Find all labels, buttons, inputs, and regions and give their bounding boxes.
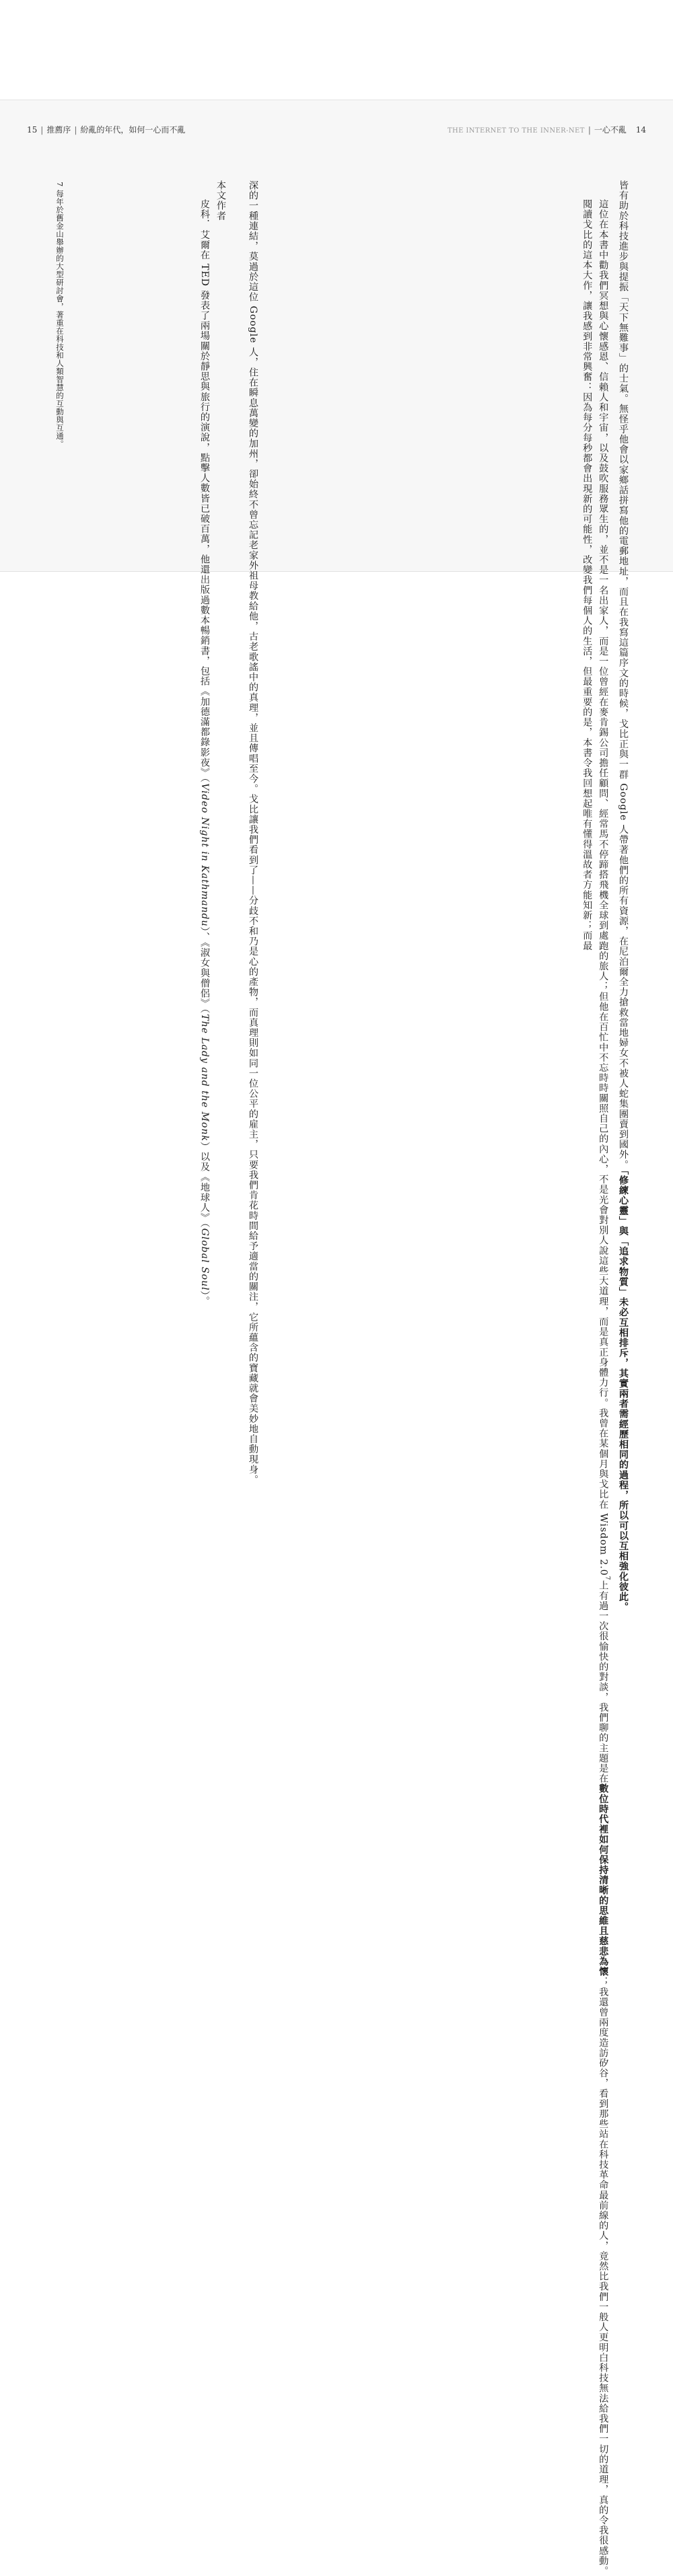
author-bio-text-c: ）以及《地球人》（	[199, 1142, 210, 1229]
left-page-number: 15	[27, 125, 38, 135]
footnote: 7 每年於舊金山舉辦的大型研討會，著重在科技和人類智慧的互動與互通。	[55, 182, 65, 448]
right-page-number: 14	[635, 125, 646, 135]
author-bio-text-d: ）。	[199, 1290, 210, 1307]
left-paragraph-1	[245, 180, 261, 1485]
right-paragraph-2-bold: 數位時代裡如何保持清晰的思維且慈悲為懷	[598, 1783, 609, 1977]
right-paragraph-3-text: 閱讀戈比的這本大作，讓我感到非常興奮：因為每分每秒都會出現新的可能性，改變我們每個人的生活，但最重要的是，本書令我回想起唯有懂得溫故者方能知新；而最	[581, 199, 593, 951]
left-chapter-title: 紛亂的年代，如何一心而不亂	[80, 125, 186, 135]
left-page-body	[197, 180, 261, 1485]
left-paragraph-1-text: 深的一種連結，莫過於這位 Google 人，住在瞬息萬變的加州，卻始終不曾忘記老家外祖母教給他，古老歌謠中的真理，並且傳唱至今。戈比讓我們看到了——分歧不和乃是心的產物，而真理則如同一位公平的雇主，只要我們肯花時間給予適當的關注，它所蘊含的寶藏就會美妙地自動現身。	[248, 180, 258, 1485]
right-book-title: 一心不亂	[594, 125, 627, 135]
right-paragraph-2-text-b: 上有過一次很愉快的對談，我們聊的主題是在	[598, 1580, 609, 1784]
right-paragraph-2	[595, 180, 615, 2576]
right-english-title: THE INTERNET TO THE INNER-NET	[447, 127, 585, 135]
right-page-body	[579, 180, 631, 2576]
footnote-marker: 7	[604, 1576, 610, 1581]
left-section-label: 推薦序	[46, 125, 71, 135]
author-bio-text-b: ）、《淑女與僧侶》（	[199, 926, 210, 1015]
author-bio-text-a: 皮科．艾爾在 TED 發表了兩場關於靜思與旅行的演說，點擊人數皆已破百萬，他還出版過數本暢銷書，包括《加德滿都錄影夜》（	[199, 199, 210, 784]
left-running-header: 15 | 推薦序 | 紛亂的年代，如何一心而不亂	[27, 125, 186, 135]
right-paragraph-2-text-c: ；我還曾兩度造訪矽谷，看到那些站在科技革命最前線的人，竟然比我們一般人更明白科技無法給我們一切的道理，真的令我很感動。	[598, 1977, 609, 2576]
author-bio	[197, 180, 213, 1485]
book-spread	[0, 100, 673, 572]
right-paragraph-1	[615, 180, 631, 2576]
right-paragraph-2-text: 這位在本書中勸我們冥想與心懷感恩、信賴人和宇宙，以及鼓吹服務眾生的，並不是一名出家人，而是一位曾經在麥肯錫公司擔任顧問、經常馬不停蹄搭飛機全球到處跑的旅人；但他在百忙中不忘時時關照自己的內心，不是光會對別人說這些大道理，而是真正身體力行。我曾在某個月與戈比在 Wisdom 2.0	[598, 199, 609, 1576]
right-paragraph-1-bold: 「修練心靈」與「追求物質」未必互相排斥，其實兩者需經歷相同的過程，所以可以互相強化彼此。	[618, 1169, 629, 1613]
right-paragraph-3	[579, 180, 595, 2576]
book-title-3-english: Global Soul	[199, 1228, 210, 1291]
author-heading: 本文作者	[215, 180, 226, 221]
right-running-header: THE INTERNET TO THE INNER-NET | 一心不亂 14	[447, 125, 646, 135]
book-title-2-english: The Lady and the Monk	[199, 1014, 210, 1142]
book-title-1-english: Video Night in Kathmandu	[199, 783, 210, 927]
right-paragraph-1-text: 皆有助於科技進步與提振「天下無難事」的士氣。無怪乎他會以家鄉話拼寫他的電郵地址，而且在我寫這篇序文的時候，戈比正與一群 Google 人帶著他們的所有資源，在尼泊爾全力搶救當地婦女不被人蛇集團賣到國外。	[618, 180, 629, 1170]
